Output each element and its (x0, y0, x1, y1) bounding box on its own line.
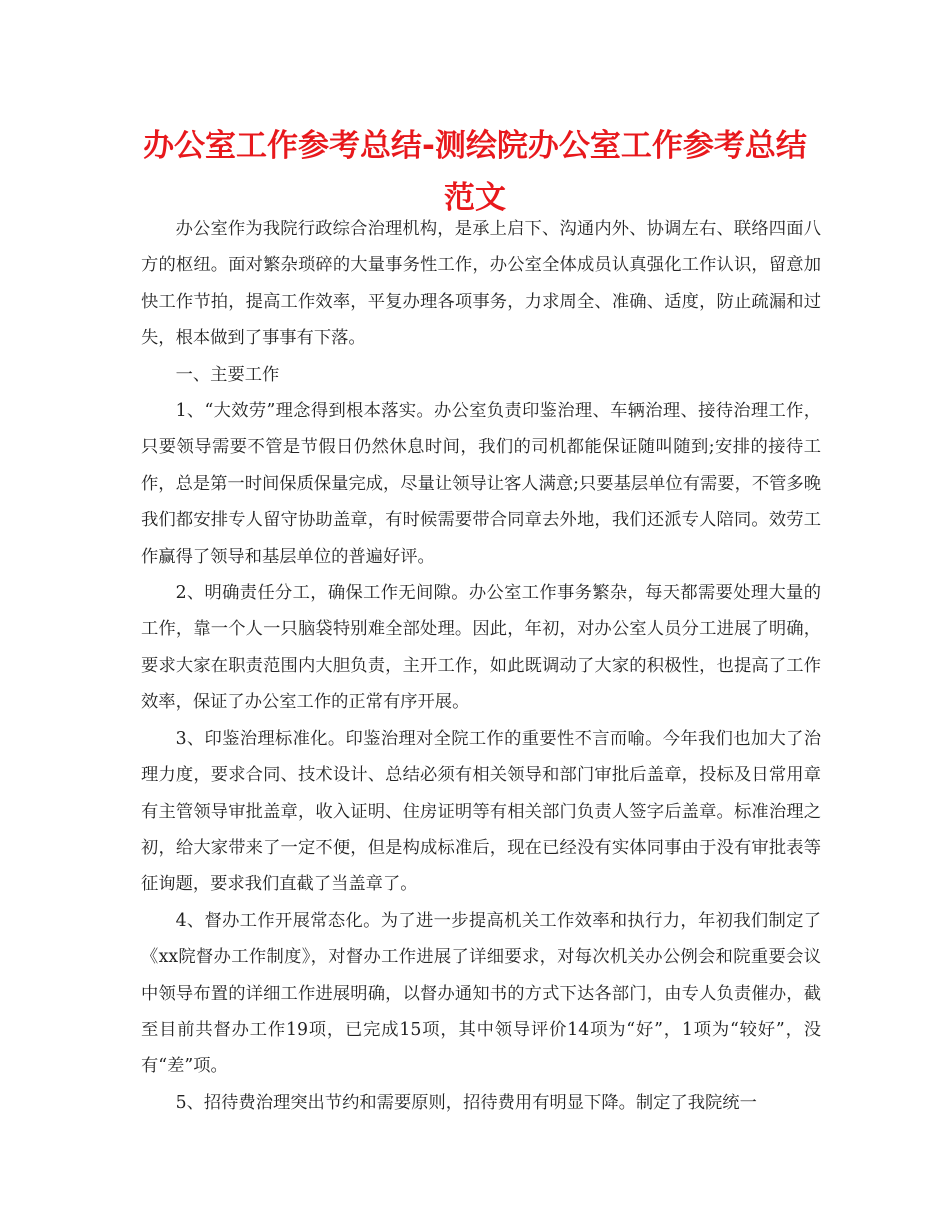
item-paragraph-5: 5、招待费治理突出节约和需要原则，招待费用有明显下降。制定了我院统一 (175, 1092, 757, 1113)
document-body (141, 211, 821, 1121)
item-paragraph-2: 2、明确责任分工，确保工作无间隙。办公室工作事务繁杂，每天都需要处理大量的工作，靠一个人一只脑袋特别难全部处理。因此，年初，对办公室人员分工进展了明确，要求大家在职责范围内大胆负责，主开工作，如此既调动了大家的积极性，也提高了工作效率，保证了办公室工作的正常有序开展。 (141, 583, 821, 713)
document-title: 办公室工作参考总结-测绘院办公室工作参考总结范文 (143, 128, 807, 216)
item-paragraph-3: 3、印鉴治理标准化。印鉴治理对全院工作的重要性不言而喻。今年我们也加大了治理力度，要求合同、技术设计、总结必须有相关领导和部门审批后盖章，投标及日常用章有主管领导审批盖章，收入证明、住房证明等有相关部门负责人签字后盖章。标准治理之初，给大家带来了一定不便，但是构成标准后，现在已经没有实体同事由于没有审批表等征询题，要求我们直截了当盖章了。 (141, 728, 821, 895)
item-paragraph-1: 1、“大效劳”理念得到根本落实。办公室负责印鉴治理、车辆治理、接待治理工作，只要领导需要不管是节假日仍然休息时间，我们的司机都能保证随叫随到;安排的接待工作，总是第一时间保质保量完成，尽量让领导让客人满意;只要基层单位有需要，不管多晚我们都安排专人留守协助盖章，有时候需要带合同章去外地，我们还派专人陪同。效劳工作赢得了领导和基层单位的普遍好评。 (141, 401, 821, 567)
intro-paragraph: 办公室作为我院行政综合治理机构，是承上启下、沟通内外、协调左右、联络四面八方的枢纽。面对繁杂琐碎的大量事务性工作，办公室全体成员认真强化工作认识，留意加快工作节拍，提高工作效率，平复办理各项事务，力求周全、准确、适度，防止疏漏和过失，根本做到了事事有下落。 (141, 219, 821, 349)
item-paragraph-4: 4、督办工作开展常态化。为了进一步提高机关工作效率和执行力，年初我们制定了《xx院督办工作制度》，对督办工作进展了详细要求，对每次机关办公例会和院重要会议中领导布置的详细工作进展明确，以督办通知书的方式下达各部门，由专人负责催办，截至目前共督办工作19项，已完成15项，其中领导评价14项为“好”，1项为“较好”，没有“差”项。 (141, 910, 821, 1077)
section-heading: 一、主要工作 (175, 364, 280, 385)
